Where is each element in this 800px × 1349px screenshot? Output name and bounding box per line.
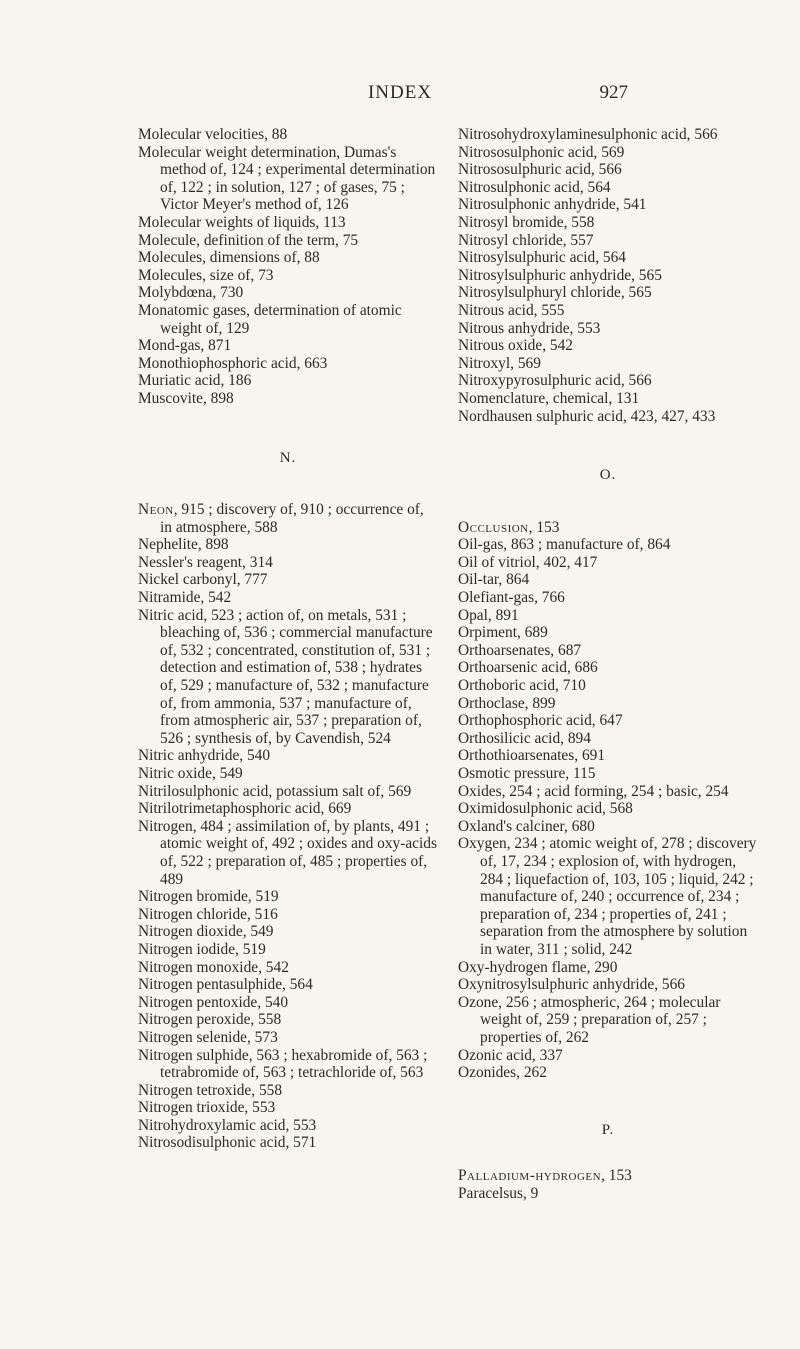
p-entries — [458, 1185, 758, 1203]
index-entry: Ozonic acid, 337 — [458, 1046, 563, 1064]
index-entry: Opal, 891 — [458, 606, 519, 624]
entry-text: , 915 ; discovery of, 910 ; occurrence of, in atmosphere, 588 — [160, 501, 424, 536]
index-entry: Nitrosylsulphuric anhydride, 565 — [458, 266, 662, 284]
index-entry: Orthophosphoric acid, 647 — [458, 712, 623, 730]
index-entry: Olefiant-gas, 766 — [458, 589, 565, 607]
index-entry: Molecules, dimensions of, 88 — [138, 249, 320, 267]
index-entry: Oil-tar, 864 — [458, 571, 530, 589]
index-entry: Ozone, 256 ; atmospheric, 264 ; molecular weight of, 259 ; preparation of, 257 ; properties of, 262 — [458, 993, 721, 1046]
index-entry: Nitrosylsulphuryl chloride, 565 — [458, 284, 652, 302]
index-entry: Nitrosulphonic anhydride, 541 — [458, 196, 647, 214]
n-entries — [138, 536, 438, 1152]
index-entry: Orthothioarsenates, 691 — [458, 747, 606, 765]
index-entry: Nitrosyl chloride, 557 — [458, 231, 594, 249]
index-entry: Nitrosyl bromide, 558 — [458, 213, 595, 231]
index-entry: Monothiophosphoric acid, 663 — [138, 354, 328, 372]
index-entry: Oil-gas, 863 ; manufacture of, 864 — [458, 536, 671, 554]
index-entry: Nitric anhydride, 540 — [138, 747, 271, 765]
index-entry: Muscovite, 898 — [138, 389, 234, 407]
index-entry: Nitrogen monoxide, 542 — [138, 958, 289, 976]
entry-lead-word: Neon — [138, 501, 174, 519]
index-entry: Nitric acid, 523 ; action of, on metals, 531 ; bleaching of, 536 ; commercial manufacture of, 532 ; concentrated, constitution of, 531 ; detection and estimation of, 538 ; hydrates of, 529 ; manufacture of, 532 ; manufacture of, from ammonia, 537 ; manufacture of, from atmospheric air, 537 ; preparation of, 526 ; synthesis of, by Cavendish, 524 — [138, 606, 433, 747]
index-entry: Nordhausen sulphuric acid, 423, 427, 433 — [458, 407, 716, 425]
index-entry: Nitrogen bromide, 519 — [138, 888, 279, 906]
index-entry: Molecule, definition of the term, 75 — [138, 231, 359, 249]
index-entry: Nitrous anhydride, 553 — [458, 319, 601, 337]
index-entry: Molecules, size of, 73 — [138, 266, 274, 284]
entry-lead-word: Occlusion — [458, 518, 529, 536]
index-entry: Monatomic gases, determination of atomic weight of, 129 — [138, 301, 402, 337]
entry-lead-word: Palladium-hydrogen — [458, 1167, 602, 1185]
index-entry: Nickel carbonyl, 777 — [138, 571, 268, 589]
left-column — [138, 126, 438, 1152]
section-heading-n: N. — [279, 449, 297, 466]
index-entry: Nitrous acid, 555 — [458, 301, 565, 319]
index-entry: Nitrogen, 484 ; assimilation of, by plants, 491 ; atomic weight of, 492 ; oxides and oxy-acids of, 522 ; preparation of, 485 ; properties of, 489 — [138, 817, 437, 888]
index-entry: Nitroxyl, 569 — [458, 354, 541, 372]
index-entry — [138, 501, 438, 536]
index-entry: Nitramide, 542 — [138, 589, 232, 607]
index-entry: Osmotic pressure, 115 — [458, 765, 596, 782]
index-entry: Oxland's calciner, 680 — [458, 817, 595, 835]
index-entry: Nitrosulphonic acid, 564 — [458, 178, 611, 196]
index-entry: Muriatic acid, 186 — [138, 372, 252, 390]
index-entry: Nitrosohydroxylaminesulphonic acid, 566 — [458, 126, 718, 143]
index-entry: Nitric oxide, 549 — [138, 765, 243, 782]
index-entry: Nitrogen sulphide, 563 ; hexabromide of, 563 ; tetrabromide of, 563 ; tetrachloride of, 563 — [138, 1046, 428, 1082]
m-entries — [138, 126, 438, 408]
index-entry: Oil of vitriol, 402, 417 — [458, 553, 598, 571]
index-entry: Ozonides, 262 — [458, 1064, 547, 1082]
index-entry — [458, 1167, 758, 1185]
index-entry: Oxynitrosylsulphuric anhydride, 566 — [458, 976, 685, 994]
index-entry: Molecular velocities, 88 — [138, 126, 288, 143]
entry-text: , 153 — [601, 1167, 632, 1185]
index-entry: Nitrogen pentoxide, 540 — [138, 993, 289, 1011]
index-entry: Nitrogen dioxide, 549 — [138, 923, 274, 941]
index-entry: Nitrogen peroxide, 558 — [138, 1011, 282, 1029]
index-entry: Nephelite, 898 — [138, 536, 229, 554]
index-entry — [458, 519, 758, 537]
index-entry: Oxides, 254 ; acid forming, 254 ; basic, 254 — [458, 782, 729, 800]
o-entries — [458, 536, 758, 1081]
index-entry: Nitrogen selenide, 573 — [138, 1028, 278, 1046]
index-entry: Nitrogen iodide, 519 — [138, 940, 266, 958]
index-entry: Nomenclature, chemical, 131 — [458, 389, 640, 407]
page-number: 927 — [599, 82, 628, 103]
index-entry: Nitrogen chloride, 516 — [138, 905, 278, 923]
index-entry: Nitroxypyrosulphuric acid, 566 — [458, 372, 652, 390]
index-entry: Mond-gas, 871 — [138, 337, 232, 355]
section-heading-o: O. — [599, 467, 617, 484]
page-header — [0, 82, 800, 112]
index-entry: Molecular weight determination, Dumas's method of, 124 ; experimental determination of, 122 ; in solution, 127 ; of gases, 75 ; Victor Meyer's method of, 126 — [138, 143, 436, 214]
index-entry: Orthoboric acid, 710 — [458, 677, 586, 695]
index-entry: Nitrososulphonic acid, 569 — [458, 143, 625, 161]
index-entry: Nitrososulphuric acid, 566 — [458, 161, 622, 179]
index-entry: Oxy-hydrogen flame, 290 — [458, 958, 618, 976]
index-entry: Oxygen, 234 ; atomic weight of, 278 ; discovery of, 17, 234 ; explosion of, with hydrogen, 284 ; liquefaction of, 103, 105 ; liquid, 242 ; manufacture of, 240 ; occurrence of, 234 ; preparation of, 234 ; properties of, 241 ; separation from the atmosphere by solution in water, 311 ; solid, 242 — [458, 835, 757, 958]
index-entry: Nitrogen tetroxide, 558 — [138, 1081, 283, 1099]
index-entry: Molecular weights of liquids, 113 — [138, 213, 346, 231]
n-entries-continued — [458, 126, 758, 425]
index-entry: Orthosilicic acid, 894 — [458, 729, 591, 747]
index-entry: Nitrogen pentasulphide, 564 — [138, 976, 313, 994]
index-entry: Nitrilotrimetaphosphoric acid, 669 — [138, 800, 352, 818]
section-heading-p: P. — [601, 1121, 615, 1138]
entry-text: , 153 — [528, 518, 560, 536]
index-entry: Orthoarsenic acid, 686 — [458, 659, 598, 677]
index-entry: Paracelsus, 9 — [458, 1184, 539, 1202]
index-entry: Orthoclase, 899 — [458, 694, 556, 712]
index-entry: Orthoarsenates, 687 — [458, 641, 582, 659]
index-entry: Nitrogen trioxide, 553 — [138, 1099, 276, 1117]
page-title: INDEX — [367, 82, 433, 103]
index-entry: Nessler's reagent, 314 — [138, 553, 273, 571]
index-entry: Nitrosodisulphonic acid, 571 — [138, 1134, 317, 1152]
index-entry: Nitrosylsulphuric acid, 564 — [458, 249, 626, 267]
index-entry: Nitrous oxide, 542 — [458, 337, 573, 355]
index-entry: Oximidosulphonic acid, 568 — [458, 800, 633, 818]
index-entry: Molybdœna, 730 — [138, 284, 244, 302]
right-column — [458, 126, 758, 1202]
index-entry: Nitrilosulphonic acid, potassium salt of, 569 — [138, 782, 412, 800]
index-entry: Nitrohydroxylamic acid, 553 — [138, 1116, 317, 1134]
index-entry: Orpiment, 689 — [458, 624, 548, 642]
